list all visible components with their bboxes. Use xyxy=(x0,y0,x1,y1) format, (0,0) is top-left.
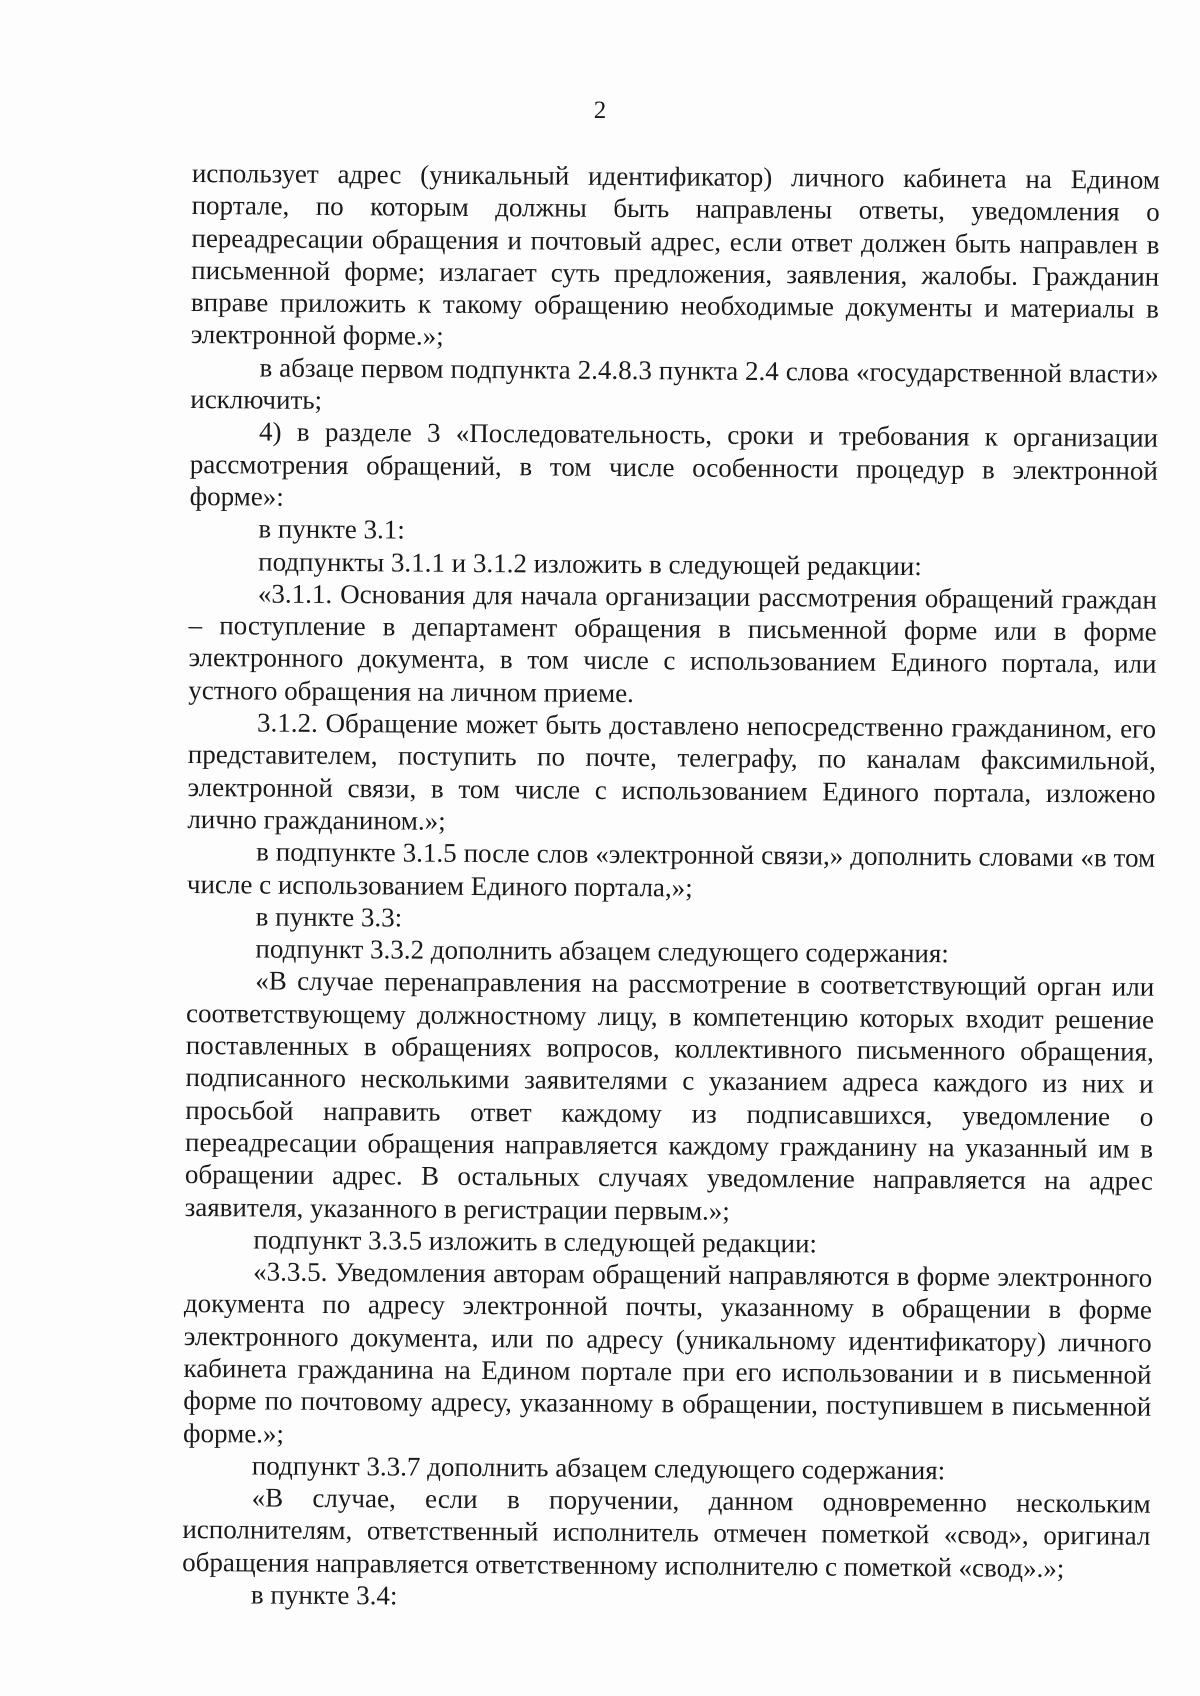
paragraph: «3.3.5. Уведомления авторам обращений направляются в форме электронного документа по адресу электронной почты, указанному в обращении в форме электронного документа, или по адресу (уникальному идентификатору) личного кабинета гражданина на Едином портале при его использовании и в письменной форме по почтовому адресу, указанному в обращении, поступившем в письменной форме.»; xyxy=(182,1256,1153,1449)
paragraph: в подпункте 3.1.5 после слов «электронной связи,» дополнить словами «в том числе с использованием Единого портала,»; xyxy=(186,836,1156,903)
paragraph: подпункты 3.1.1 и 3.1.2 изложить в следующей редакции: xyxy=(258,546,922,581)
paragraph: в пункте 3.4: xyxy=(250,1579,398,1611)
paragraph: в абзаце первом подпункта 2.4.8.3 пункта 2.4 слова «государственной власти» исключить; xyxy=(190,352,1159,415)
paragraph: «3.1.1. Основания для начала организации рассмотрения обращений граждан – поступление в департамент обращения в письменной форме или в форме электронного документа, в том числе с использованием Единого портала, или устного обращения на личном приеме. xyxy=(188,578,1158,708)
document-body xyxy=(182,157,1160,1617)
paragraph: «В случае перенаправления на рассмотрение в соответствующий орган или соответствующему должностному лицу, в компетенцию которых входит решение поставленных в обращениях вопросов, коллективного письменного обращения, подписанного несколькими заявителями с указанием адреса каждого из них и просьбой направить ответ каждому из подписавшихся, уведомление о переадресации обращения направляется каждому гражданину на указанный им в обращении адрес. В остальных случаях уведомление направляется на адрес заявителя, указанного в регистрации первым.»; xyxy=(184,965,1155,1226)
paragraph: подпункт 3.3.5 изложить в следующей редакции: xyxy=(253,1224,818,1259)
page-number: 2 xyxy=(593,97,607,124)
paragraph: 3.1.2. Обращение может быть доставлено непосредственно гражданином, его представителем, поступить по почте, телеграфу, по каналам факсимильной, электронной связи, в том числе с использованием Единого портала, изложено лично гражданином.»; xyxy=(187,707,1157,836)
paragraph: 4) в разделе 3 «Последовательность, сроки и требования к организации рассмотрения обращений, в том числе особенности процедур в электронной форме»: xyxy=(189,416,1159,512)
paragraph: использует адрес (уникальный идентификатор) личного кабинета на Едином портале, по которым должны быть направлены ответы, уведомления о переадресации обращения и почтовый адрес, если ответ должен быть направлен в письменной форме; излагает суть предложения, заявления, жалобы. Гражданин вправе приложить к такому обращению необходимые документы и материалы в электронной форме.»; xyxy=(190,157,1160,352)
paragraph: в пункте 3.1: xyxy=(258,513,405,545)
paragraph: в пункте 3.3: xyxy=(255,901,403,933)
paragraph: подпункт 3.3.7 дополнить абзацем следующего содержания: xyxy=(251,1450,946,1486)
paragraph: «В случае, если в поручении, данном одновременно нескольким исполнителям, ответственный исполнитель отмечен пометкой «свод», оригинал обращения направляется ответственному исполнителю с пометкой «свод».»; xyxy=(182,1482,1151,1583)
paragraph: подпункт 3.3.2 дополнить абзацем следующего содержания: xyxy=(255,933,949,969)
